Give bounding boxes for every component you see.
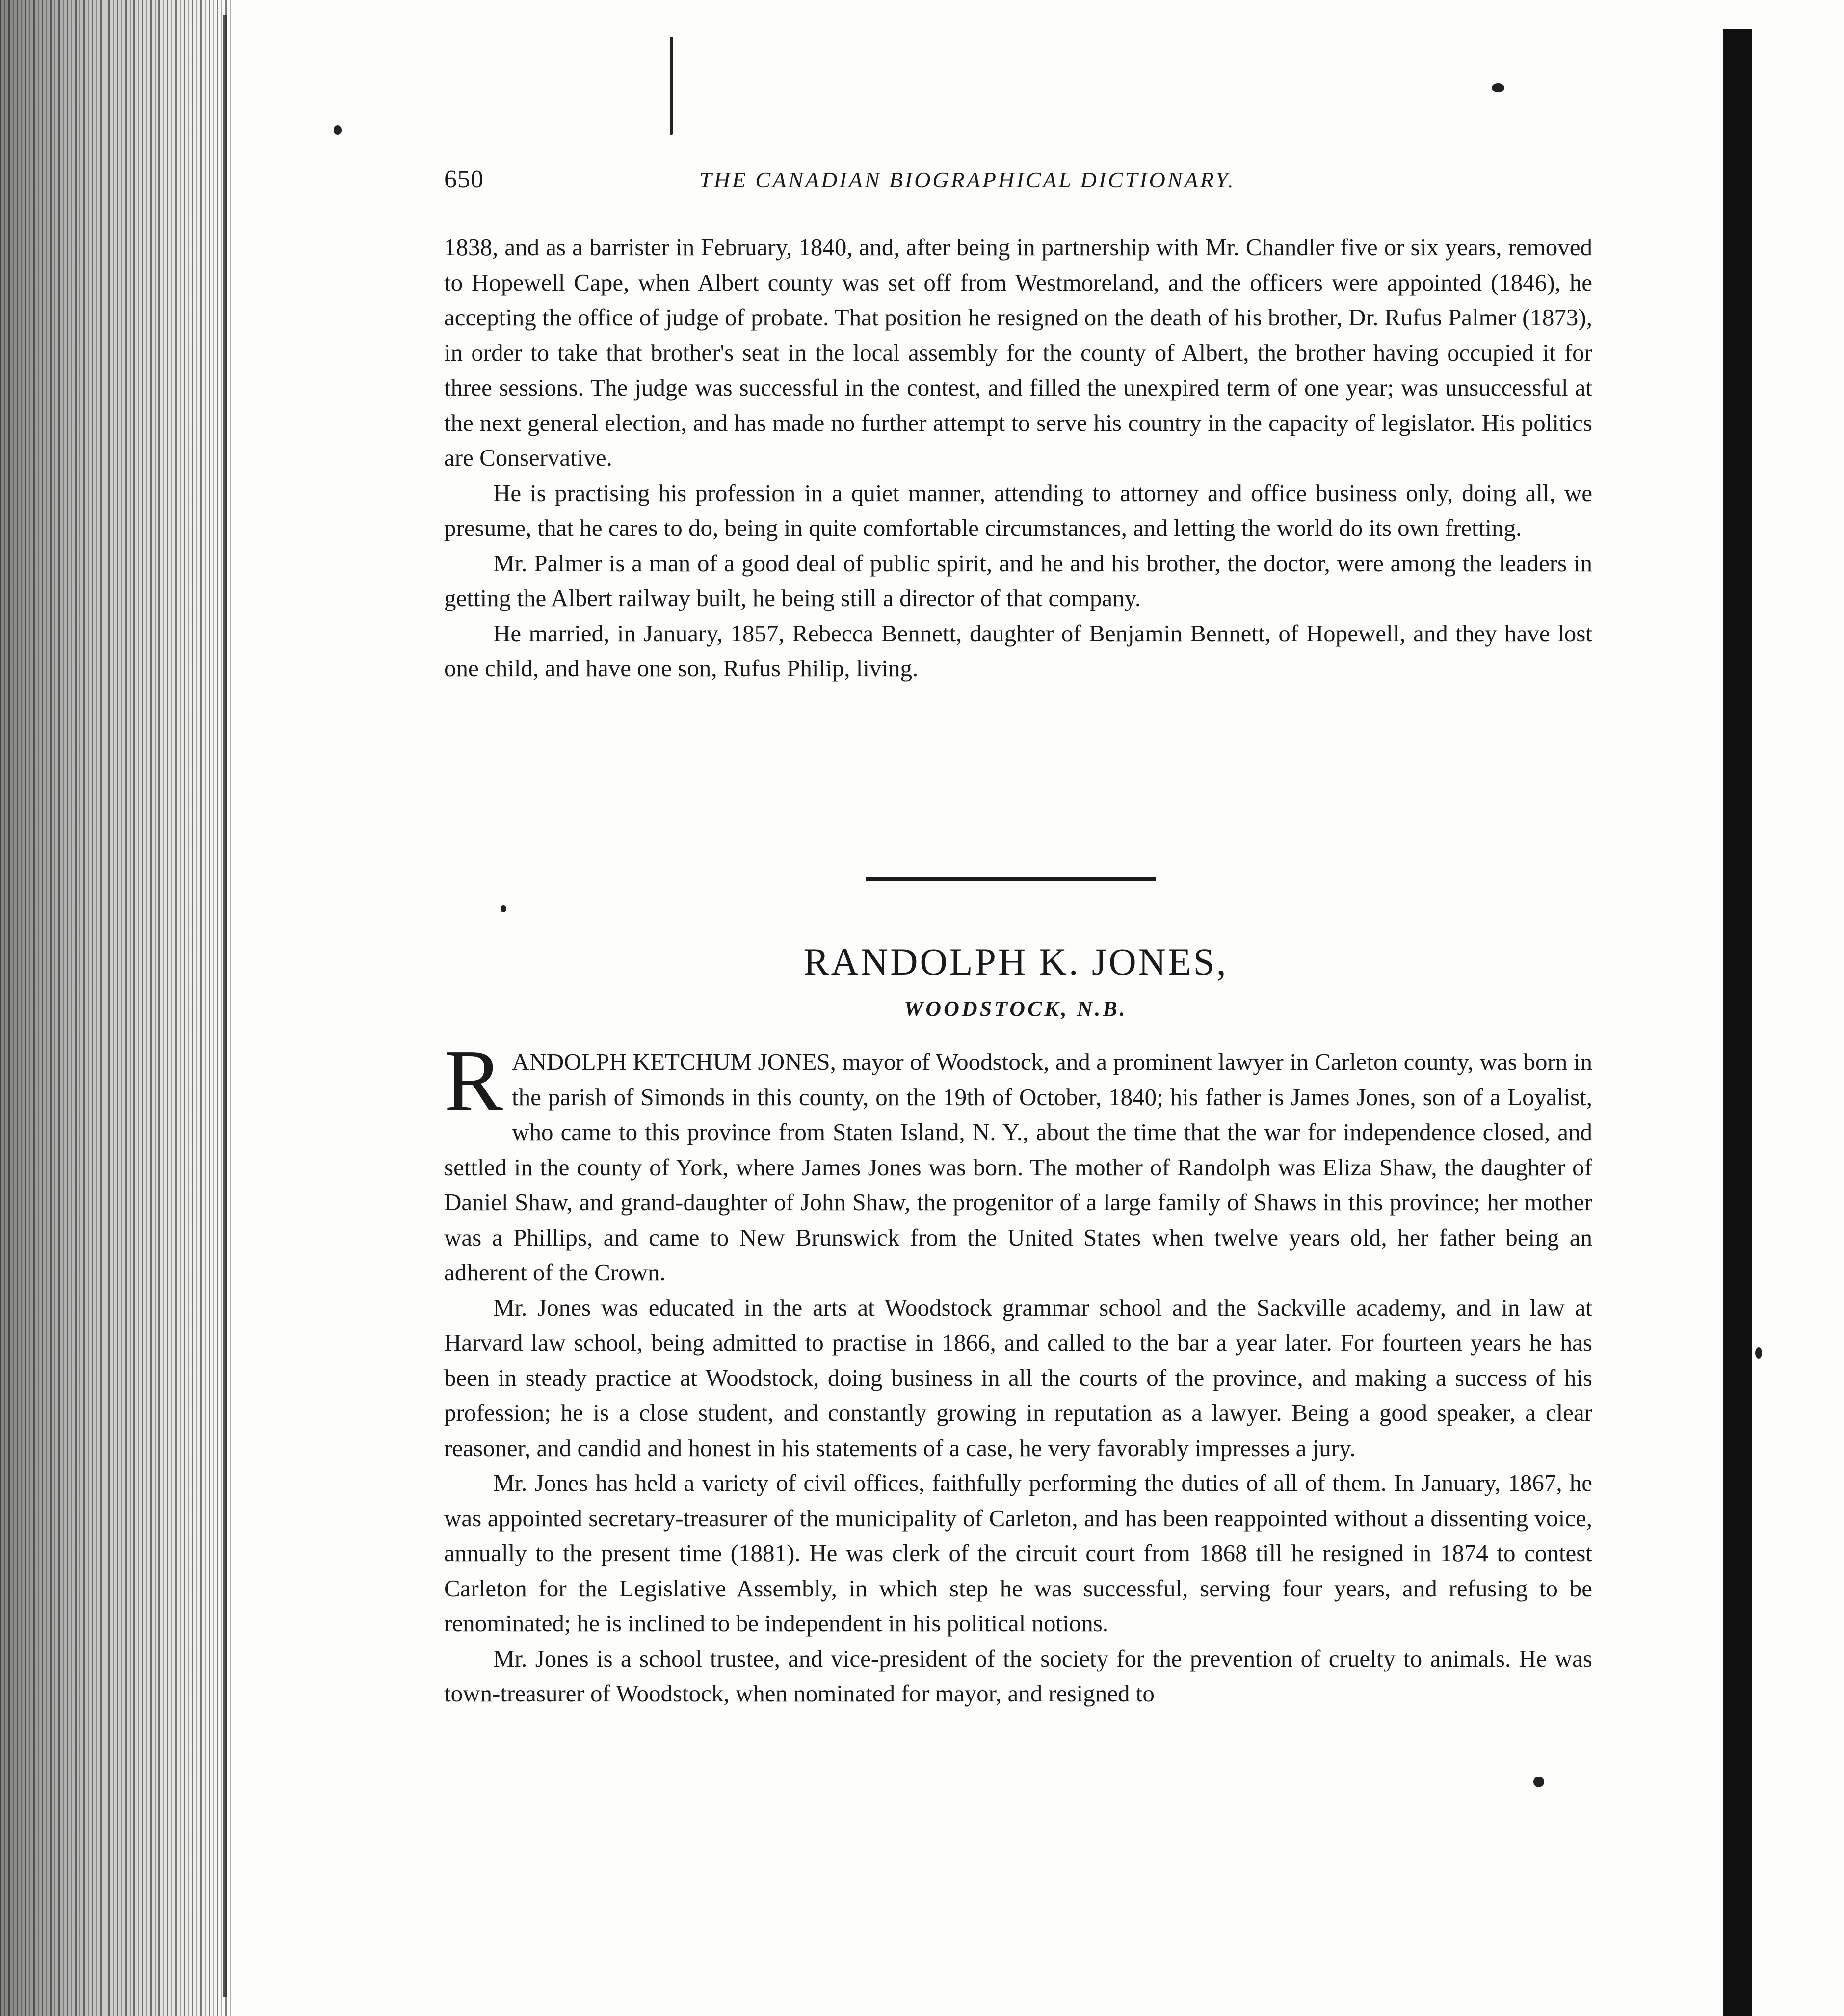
entry-location: WOODSTOCK, N.B. (904, 997, 1128, 1021)
paragraph: Mr. Jones was educated in the arts at Woodstock grammar school and the Sackville academy, and in law at Harvard law school, being admitted to practise in 1866, and called to the bar a year later. For fourteen years he has been in steady practice at Woodstock, doing business in all the courts of the province, and making a success of his profession; he is a close student, and constantly growing in reputation as a lawyer. Being a good speaker, a clear reasoner, and candid and honest in his statements of a case, he very favorably impresses a jury. (444, 1294, 1592, 1461)
running-title: THE CANADIAN BIOGRAPHICAL DICTIONARY. (699, 167, 1236, 192)
scan-speck (334, 125, 342, 135)
paragraph: He married, in January, 1857, Rebecca Bennett, daughter of Benjamin Bennett, of Hopewell, and they have lost one child, and have one son, Rufus Philip, living. (444, 619, 1592, 682)
paragraph: Mr. Palmer is a man of a good deal of public spirit, and he and his brother, the doctor, were among the leaders in getting the Albert railway built, he being still a director of that company. (444, 549, 1592, 611)
scan-speck (501, 905, 506, 912)
scan-speck (670, 37, 673, 135)
scan-binding-shadow (0, 0, 231, 2016)
scan-right-border (1723, 29, 1752, 2016)
page-number: 650 (444, 165, 484, 193)
scan-speck (1755, 1347, 1762, 1359)
paragraph: He is practising his profession in a quiet manner, attending to attorney and office business only, doing all, we presume, that he cares to do, being in quite comfortable circumstances, and letting the world do its own fretting. (444, 479, 1592, 541)
section-divider (866, 877, 1156, 881)
paragraph: Mr. Jones is a school trustee, and vice-president of the society for the prevention of cruelty to animals. He was town-treasurer of Woodstock, when nominated for mayor, and resigned to (444, 1645, 1592, 1707)
scan-gutter-line (223, 15, 227, 1997)
opening-paragraph (444, 1032, 1592, 1290)
drop-cap: R (444, 1032, 503, 1129)
previous-entry (444, 230, 1592, 686)
entry-body (444, 1032, 1592, 1711)
paragraph: 1838, and as a barrister in February, 1840, and, after being in partnership with Mr. Chandler five or six years, removed to Hopewell Cape, when Albert county was set off from Westmoreland, and the officers were appointed (1846), he accepting the office of judge of probate. That position he resigned on the death of his brother, Dr. Rufus Palmer (1873), in order to take that brother's seat in the local assembly for the county of Albert, the brother having occupied it for three sessions. The judge was successful in the contest, and filled the unexpired term of one year; was unsuccessful at the next general election, and has made no further attempt to serve his country in the capacity of legislator. His politics are Conservative. (444, 234, 1592, 471)
running-head (444, 165, 1602, 199)
paragraph: Mr. Jones has held a variety of civil offices, faithfully performing the duties of all of them. In January, 1867, he was appointed secretary-treasurer of the municipality of Carleton, and has been reappointed without a dissenting voice, annually to the present time (1881). He was clerk of the circuit court from 1868 till he resigned in 1874 to contest Carleton for the Legislative Assembly, in which step he was successful, serving four years, and refusing to be renominated; he is inclined to be independent in his political notions. (444, 1469, 1592, 1637)
entry-title: RANDOLPH K. JONES, (803, 940, 1228, 983)
scan-speck (1533, 1777, 1544, 1787)
scan-speck (1492, 83, 1504, 92)
opening-paragraph-text: ANDOLPH KETCHUM JONES, mayor of Woodstock, and a prominent lawyer in Carleton county, was born in the parish of Simonds in this county, on the 19th of October, 1840; his father is James Jones, son of a Loyalist, who came to this province from Staten Island, N. Y., about the time that the war for independence closed, and settled in the county of York, where James Jones was born. The mother of Randolph was Eliza Shaw, the daughter of Daniel Shaw, and grand-daughter of John Shaw, the progenitor of a large family of Shaws in this province; her mother was a Phillips, and came to New Brunswick from the United States when twelve years old, her father being an adherent of the Crown. (444, 1048, 1592, 1286)
